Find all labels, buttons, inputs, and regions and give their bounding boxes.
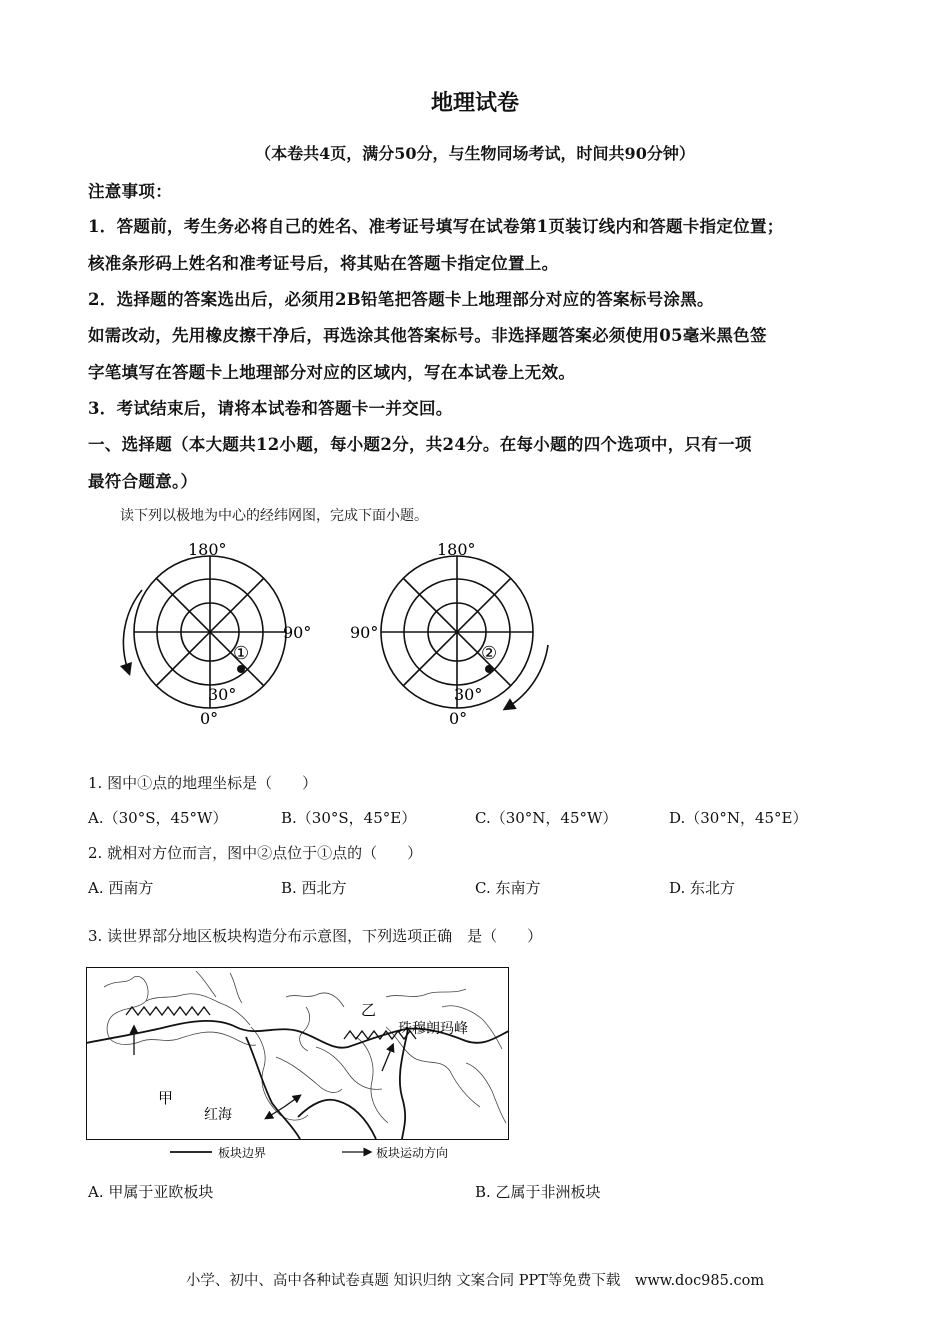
question-3-option-b: B. 乙属于非洲板块 xyxy=(475,1183,601,1201)
label-right-0: 0° xyxy=(449,709,468,728)
legend-boundary-label: 板块边界 xyxy=(218,1146,267,1160)
question-3-option-a: A. 甲属于亚欧板块 xyxy=(88,1183,214,1201)
label-left-180: 180° xyxy=(188,540,227,559)
question-1-option-c: C.（30°N，45°W） xyxy=(475,809,618,827)
question-2-option-c: C. 东南方 xyxy=(475,879,541,897)
label-left-90: 90° xyxy=(283,623,312,642)
notice-line: 3．考试结束后，请将本试卷和答题卡一并交回。 xyxy=(88,399,453,418)
label-right-90: 90° xyxy=(350,623,379,642)
legend-motion-label: 板块运动方向 xyxy=(376,1146,449,1160)
plate-tectonics-map xyxy=(86,967,510,1167)
question-1-option-d: D.（30°N，45°E） xyxy=(669,809,808,827)
question-1-stem: 1. 图中①点的地理坐标是（ ） xyxy=(88,774,318,792)
map-label-everest: 珠穆朗玛峰 xyxy=(398,1021,468,1037)
polar-graticule-figure xyxy=(100,535,570,735)
page-footer: 小学、初中、高中各种试卷真题 知识归纳 文案合同 PPT等免费下载 www.doc985.com xyxy=(185,1273,765,1289)
notice-line: 核准条形码上姓名和准考证号后，将其贴在答题卡指定位置上。 xyxy=(88,254,559,273)
question-2-option-d: D. 东北方 xyxy=(669,879,736,897)
notice-heading: 注意事项： xyxy=(88,182,172,201)
page-subtitle: （本卷共4页，满分50分，与生物同场考试，时间共90分钟） xyxy=(255,144,695,163)
section-heading-cont: 最符合题意。） xyxy=(88,472,198,491)
question-2-option-a: A. 西南方 xyxy=(88,879,154,897)
figure-intro: 读下列以极地为中心的经纬网图，完成下面小题。 xyxy=(120,508,428,524)
map-legend xyxy=(170,1145,448,1160)
notice-line: 如需改动，先用橡皮擦干净后，再选涂其他答案标号。非选择题答案必须使用05毫米黑色签 xyxy=(88,326,767,345)
section-heading: 一、选择题（本大题共12小题，每小题2分，共24分。在每小题的四个选项中，只有一项 xyxy=(88,435,752,454)
question-3-stem: 3. 读世界部分地区板块构造分布示意图，下列选项正确 是（ ） xyxy=(88,927,543,945)
map-label-yi: 乙 xyxy=(361,1001,377,1019)
notice-line: 字笔填写在答题卡上地理部分对应的区域内，写在本试卷上无效。 xyxy=(88,363,576,382)
notice-line: 2．选择题的答案选出后，必须用2B铅笔把答题卡上地理部分对应的答案标号涂黑。 xyxy=(88,290,714,309)
marker-1: ① xyxy=(233,643,250,664)
point-2-dot xyxy=(485,665,493,673)
map-label-jia: 甲 xyxy=(158,1089,174,1107)
question-2-stem: 2. 就相对方位而言，图中②点位于①点的（ ） xyxy=(88,844,423,862)
map-label-redsea: 红海 xyxy=(204,1107,232,1123)
notice-line: 1．答题前，考生务必将自己的姓名、准考证号填写在试卷第1页装订线内和答题卡指定位置； xyxy=(88,217,784,236)
question-1-option-a: A.（30°S，45°W） xyxy=(88,809,228,827)
label-right-30: 30° xyxy=(454,685,483,704)
label-right-180: 180° xyxy=(437,540,476,559)
page-title: 地理试卷 xyxy=(430,90,519,116)
polar-diagram-left xyxy=(123,556,286,708)
marker-2: ② xyxy=(481,643,498,664)
label-left-30: 30° xyxy=(208,685,237,704)
question-2-option-b: B. 西北方 xyxy=(281,879,347,897)
point-1-dot xyxy=(237,665,245,673)
label-left-0: 0° xyxy=(200,709,219,728)
question-1-option-b: B.（30°S，45°E） xyxy=(281,809,417,827)
